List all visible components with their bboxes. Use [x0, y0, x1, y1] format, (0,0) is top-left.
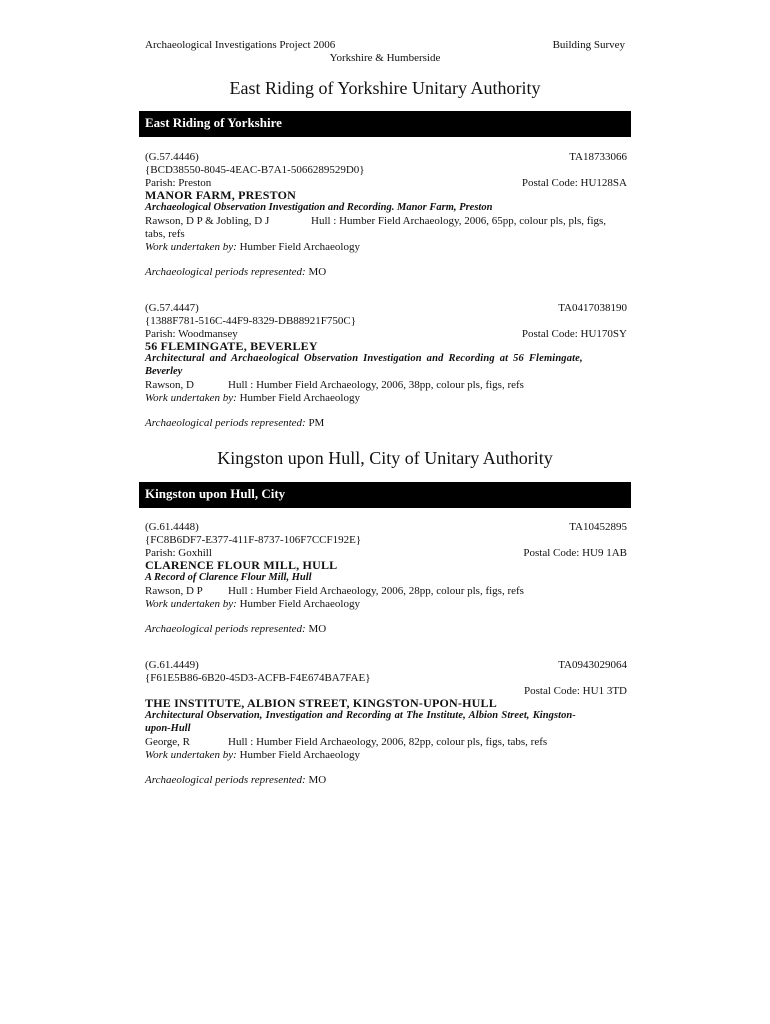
region-bar: East Riding of Yorkshire	[139, 111, 631, 137]
site-name: MANOR FARM, PRESTON	[145, 188, 297, 203]
record-entry	[145, 302, 627, 430]
record-reference: (G.61.4449)	[145, 659, 199, 671]
running-header-project: Archaeological Investigations Project 2006	[145, 39, 336, 51]
work-undertaken-by: Humber Field Archaeology	[239, 748, 360, 761]
site-name: 56 FLEMINGATE, BEVERLEY	[145, 339, 318, 354]
report-title-continued: Beverley	[145, 365, 183, 377]
parish: Parish: Woodmansey	[145, 327, 238, 340]
record-entry	[145, 151, 627, 279]
authors: Rawson, D P	[145, 584, 203, 597]
report-title: Architectural and Archaeological Observation Investigation and Recording at 56 Flemingate,	[145, 353, 583, 365]
record-guid: {FC8B6DF7-E377-411F-8737-106F7CCF192E}	[145, 533, 362, 546]
grid-reference: TA0943029064	[558, 659, 627, 671]
work-undertaken-label: Work undertaken by:	[145, 391, 240, 404]
publication-details: Hull : Humber Field Archaeology, 2006, 65pp, colour pls, pls, figs,	[311, 214, 607, 227]
record-guid: {BCD38550-8045-4EAC-B7A1-5066289529D0}	[145, 163, 365, 176]
periods-represented: MO	[308, 265, 327, 278]
periods-label: Archaeological periods represented:	[145, 416, 309, 429]
grid-reference: TA10452895	[569, 521, 627, 533]
periods-represented: MO	[308, 773, 327, 786]
authors: Rawson, D	[145, 378, 194, 391]
site-name: THE INSTITUTE, ALBION STREET, KINGSTON-UPON-HULL	[145, 696, 497, 711]
authors: Rawson, D P & Jobling, D J	[145, 214, 270, 227]
record-reference: (G.57.4447)	[145, 302, 199, 314]
parish: Parish: Preston	[145, 176, 212, 189]
grid-reference: TA18733066	[569, 151, 627, 163]
periods-label: Archaeological periods represented:	[145, 623, 309, 636]
periods-represented: PM	[308, 416, 325, 429]
work-undertaken-by: Humber Field Archaeology	[239, 391, 360, 404]
record-entry	[145, 521, 627, 636]
periods-label: Archaeological periods represented:	[145, 773, 309, 786]
record-entry	[145, 659, 627, 787]
authority-title: Kingston upon Hull, City of Unitary Authority	[217, 448, 553, 468]
work-undertaken-by: Humber Field Archaeology	[239, 240, 360, 253]
running-header-region: Yorkshire & Humberside	[329, 52, 441, 64]
publication-details: Hull : Humber Field Archaeology, 2006, 28pp, colour pls, figs, refs	[228, 584, 524, 597]
work-undertaken-label: Work undertaken by:	[145, 597, 240, 610]
record-guid: {1388F781-516C-44F9-8329-DB88921F750C}	[145, 314, 357, 327]
report-title: A Record of Clarence Flour Mill, Hull	[145, 572, 312, 584]
grid-reference: TA0417038190	[558, 302, 627, 314]
periods-label: Archaeological periods represented:	[145, 265, 309, 278]
periods-represented: MO	[308, 623, 327, 636]
publication-details: Hull : Humber Field Archaeology, 2006, 82pp, colour pls, figs, tabs, refs	[228, 735, 548, 748]
postal-code: Postal Code: HU9 1AB	[523, 546, 627, 559]
postal-code: Postal Code: HU170SY	[521, 327, 627, 340]
parish: Parish: Goxhill	[145, 546, 212, 559]
report-title: Archaeological Observation Investigation and Recording. Manor Farm, Preston	[145, 202, 493, 214]
site-name: CLARENCE FLOUR MILL, HULL	[145, 558, 338, 573]
publication-details-continued: tabs, refs	[145, 227, 185, 240]
publication-details: Hull : Humber Field Archaeology, 2006, 38pp, colour pls, figs, refs	[228, 378, 524, 391]
work-undertaken-by: Humber Field Archaeology	[239, 597, 360, 610]
work-undertaken-label: Work undertaken by:	[145, 748, 240, 761]
region-bar: Kingston upon Hull, City	[139, 482, 631, 508]
authors: George, R	[145, 735, 191, 748]
running-header-category: Building Survey	[552, 39, 625, 51]
record-reference: (G.57.4446)	[145, 151, 199, 163]
record-guid: {F61E5B86-6B20-45D3-ACFB-F4E674BA7FAE}	[145, 671, 371, 684]
report-title-continued: upon-Hull	[145, 722, 191, 734]
report-title: Architectural Observation, Investigation and Recording at The Institute, Albion Street, Kingston-	[145, 710, 576, 722]
authority-title: East Riding of Yorkshire Unitary Authority	[229, 78, 541, 98]
work-undertaken-label: Work undertaken by:	[145, 240, 240, 253]
postal-code: Postal Code: HU1 3TD	[524, 684, 627, 697]
record-reference: (G.61.4448)	[145, 521, 199, 533]
postal-code: Postal Code: HU128SA	[521, 176, 627, 189]
